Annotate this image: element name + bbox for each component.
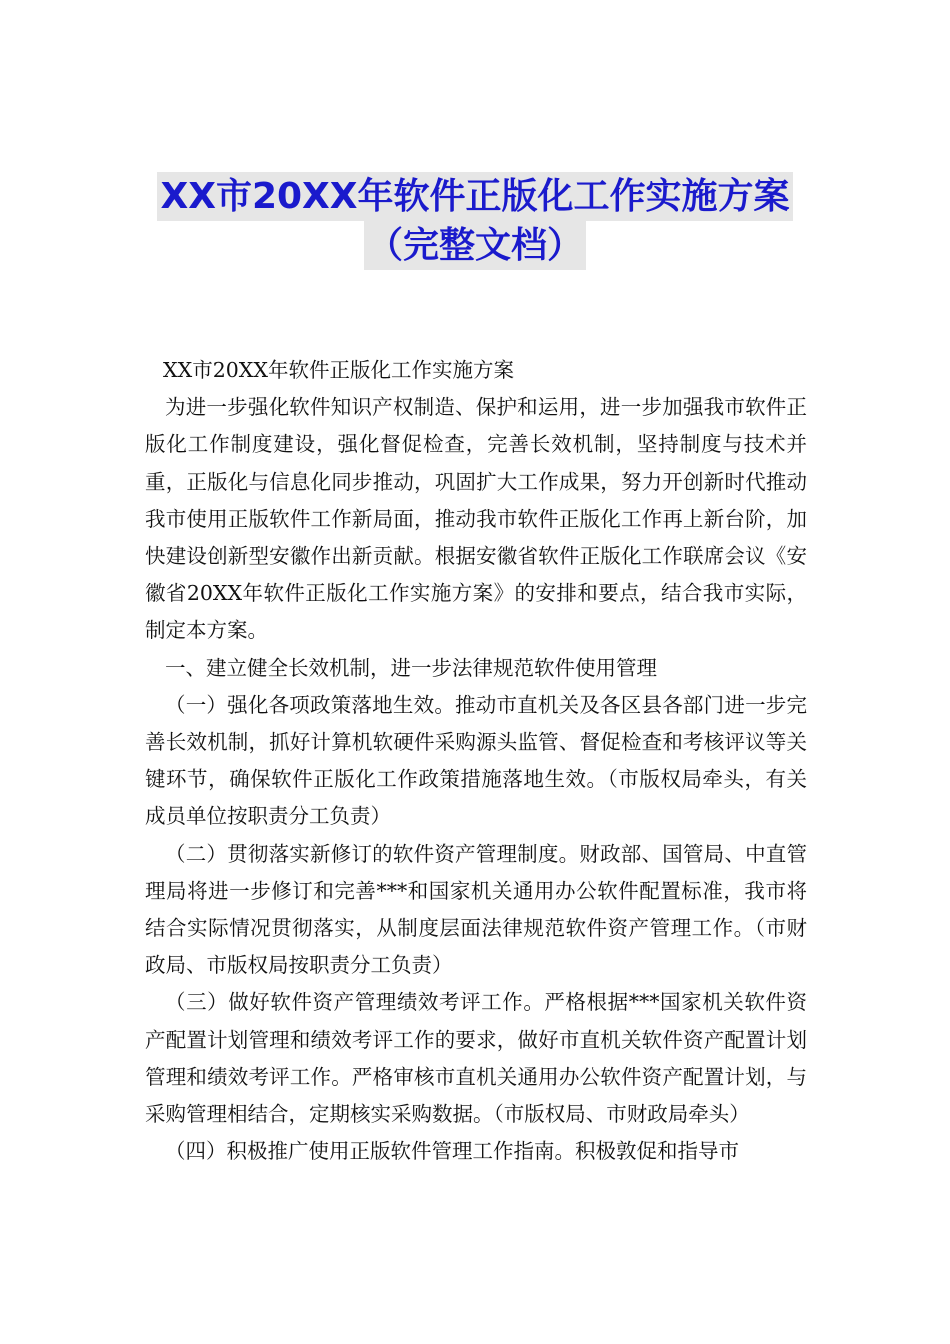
paragraph-item-4: （四）积极推广使用正版软件管理工作指南。积极敦促和指导市 [165, 1139, 739, 1164]
paragraph-intro: 为进一步强化软件知识产权制造、保护和运用，进一步加强我市软件正版化工作制度建设，强化督促检查，完善长效机制，坚持制度与技术并重，正版化与信息化同步推动，巩固扩大工作成果，努力开创新时代推动我市使用正版软件工作新局面，推动我市软件正版化工作再上新台阶，加快建设创新型安徽作出新贡献。根据安徽省软件正版化工作联席会议《安徽省20XX年软件正版化工作实施方案》的安排和要点，结合我市实际，制定本方案。 [145, 395, 807, 643]
document-title [0, 172, 950, 270]
paragraph-item-2: （二）贯彻落实新修订的软件资产管理制度。财政部、国管局、中直管理局将进一步修订和完善***和国家机关通用办公软件配置标准，我市将结合实际情况贯彻落实，从制度层面法律规范软件资产管理工作。（市财政局、市版权局按职责分工负责） [145, 841, 807, 978]
title-line-2: （完整文档） [364, 221, 586, 270]
paragraph-item-3: （三）做好软件资产管理绩效考评工作。严格根据***国家机关软件资产配置计划管理和绩效考评工作的要求，做好市直机关软件资产配置计划管理和绩效考评工作。严格审核市直机关通用办公软件资产配置计划，与采购管理相结合，定期核实采购数据。（市版权局、市财政局牵头） [145, 990, 807, 1127]
section-heading-1: 一、建立健全长效机制，进一步法律规范软件使用管理 [165, 655, 657, 680]
body-heading: XX市20XX年软件正版化工作实施方案 [163, 358, 514, 382]
paragraph-item-1: （一）强化各项政策落地生效。推动市直机关及各区县各部门进一步完善长效机制，抓好计算机软硬件采购源头监管、督促检查和考核评议等关键环节，确保软件正版化工作政策措施落地生效。（市版权局牵头，有关成员单位按职责分工负责） [145, 692, 807, 829]
document-body [145, 352, 807, 1170]
title-line-1: XX市20XX年软件正版化工作实施方案 [157, 172, 792, 221]
